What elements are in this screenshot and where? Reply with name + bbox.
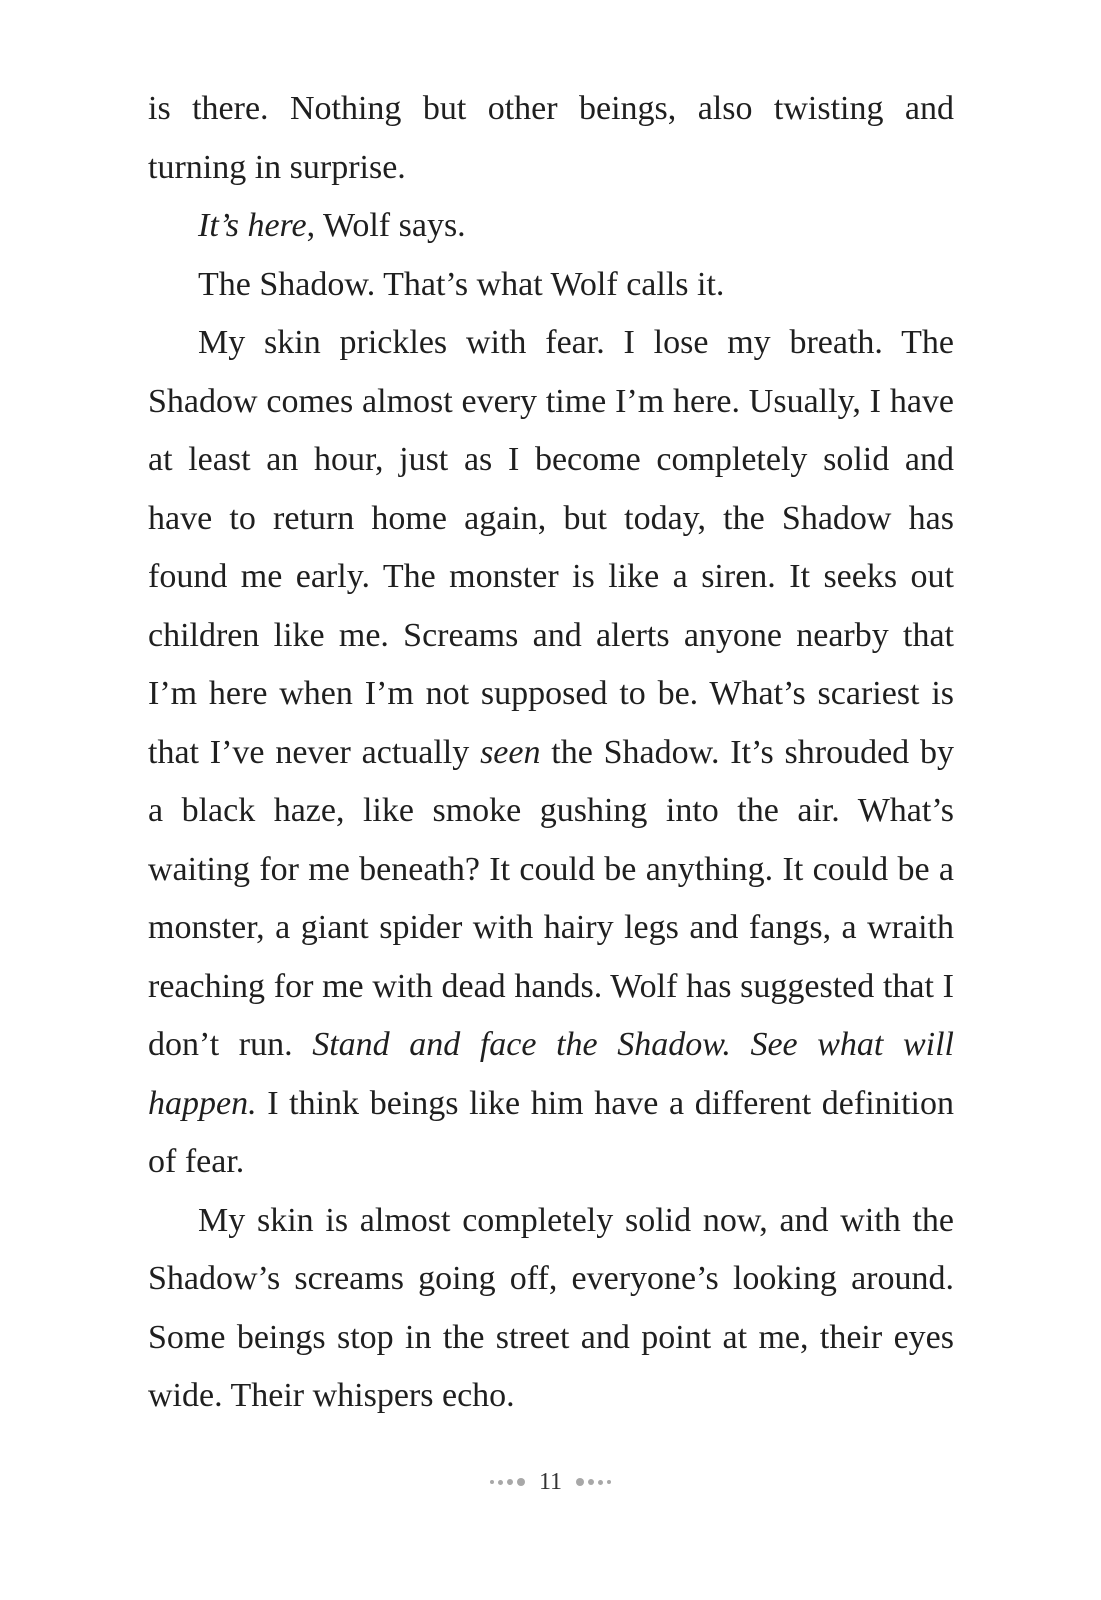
- paragraph: [148, 1192, 954, 1426]
- text-run: , Wolf says.: [306, 207, 466, 244]
- paragraph: [148, 80, 954, 197]
- text-run: I think beings like him have a different definition of fear.: [148, 1084, 954, 1180]
- paragraph: [148, 197, 954, 256]
- ornament-dot: [490, 1480, 494, 1484]
- ornament-dot: [498, 1480, 503, 1485]
- page-footer: [0, 1462, 1101, 1502]
- ornament-dot: [588, 1479, 594, 1485]
- italic-text-run: Stand and face the Shadow. See what will happen.: [148, 1026, 954, 1122]
- text-run: is there. Nothing but other beings, also twisting and turning in surprise.: [148, 90, 954, 186]
- ornament-dot: [576, 1478, 584, 1486]
- ornament-dot: [598, 1480, 603, 1485]
- paragraph: [148, 256, 954, 315]
- text-run: the Shadow. It’s shrouded by a black haze, like smoke gushing into the air. What’s waiting for me beneath? It could be anything. It could be a monster, a giant spider with hairy legs and fangs, a wraith reaching for me with dead hands. Wolf has suggested that I don’t run.: [148, 733, 954, 1063]
- page-number: 11: [538, 1469, 563, 1495]
- italic-text-run: seen: [480, 733, 541, 771]
- body-text: [148, 80, 954, 1426]
- italic-text-run: It’s here: [198, 207, 307, 244]
- left-ornament-dots: [490, 1478, 525, 1486]
- text-run: My skin prickles with fear. I lose my breath. The Shadow comes almost every time I’m here. Usually, I have at least an hour, just as I become completely solid and have to return home again, but today, the Shadow has found me early. The monster is like a siren. It seeks out children like me. Screams and alerts anyone nearby that I’m here when I’m not supposed to be. What’s scariest is that I’ve never actually: [148, 324, 954, 771]
- text-run: My skin is almost completely solid now, and with the Shadow’s screams going off, everyone’s looking around. Some beings stop in the street and point at me, their eyes wide. Their whispers echo.: [148, 1201, 954, 1414]
- text-run: The Shadow. That’s what Wolf calls it.: [198, 265, 725, 303]
- ornament-dot: [517, 1478, 525, 1486]
- paragraph: [148, 314, 954, 1192]
- right-ornament-dots: [576, 1478, 611, 1486]
- ornament-dot: [507, 1479, 513, 1485]
- ornament-dot: [607, 1480, 611, 1484]
